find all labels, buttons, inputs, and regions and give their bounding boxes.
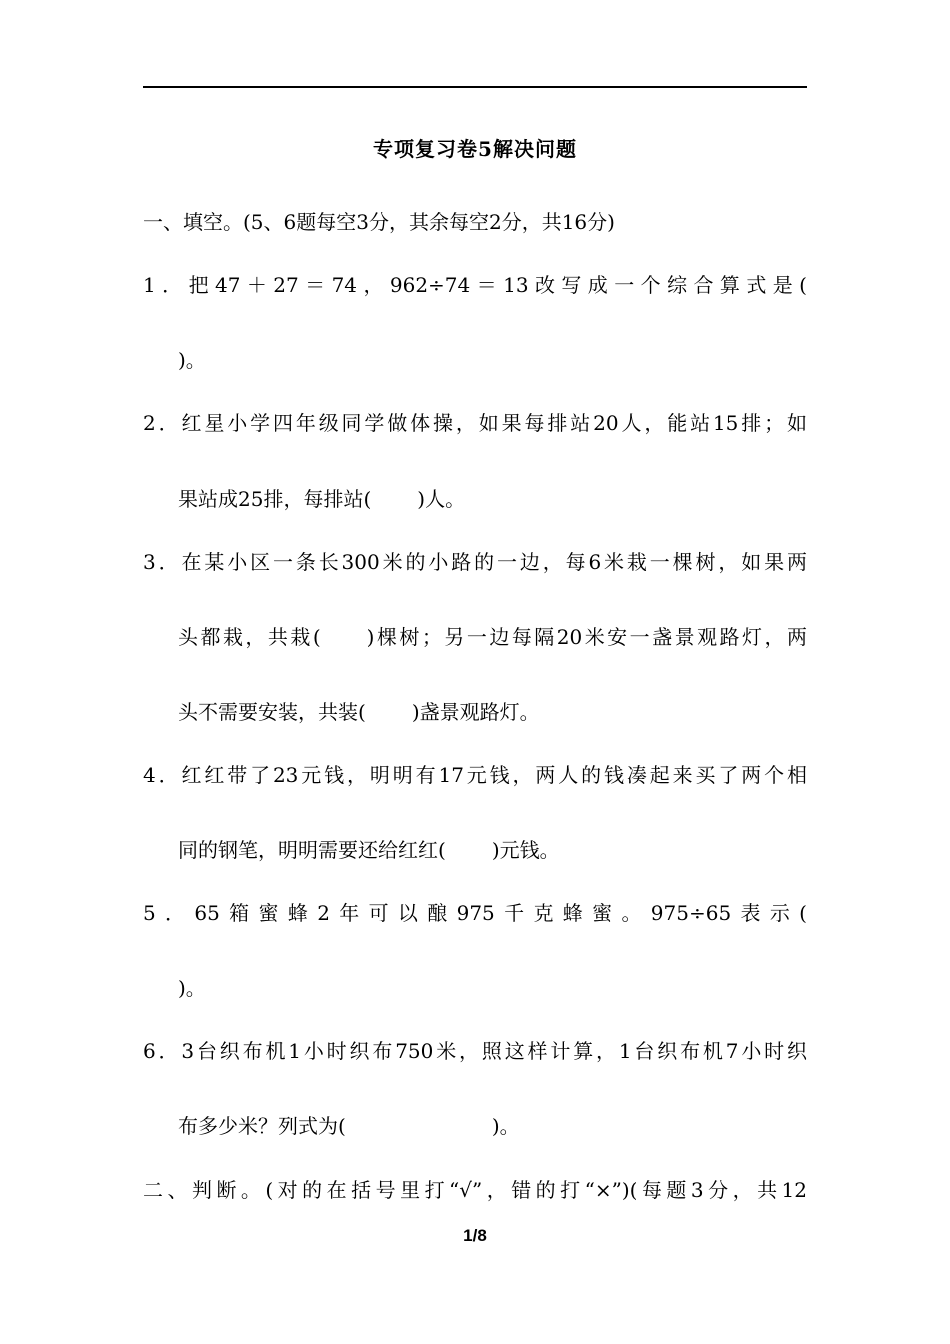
q6-line2 — [178, 1111, 807, 1141]
q3-line2-text-b: )棵树；另一边每隔20米安一盏景观路灯，两 — [366, 625, 807, 649]
q4-line2 — [178, 835, 807, 865]
q2-line2 — [178, 484, 807, 514]
q2-line2-text-b: )人。 — [417, 487, 466, 511]
q6-line1: 6．3台织布机1小时织布750米，照这样计算，1台织布机7小时织 — [143, 1039, 807, 1063]
header-rule — [143, 86, 807, 88]
q3-line3-text-a: 头不需要安装，共装( — [178, 700, 366, 724]
q4-line1: 4．红红带了23元钱，明明有17元钱，两人的钱凑起来买了两个相 — [143, 763, 807, 787]
q3-line3-text-b: )盏景观路灯。 — [411, 700, 540, 724]
q3-line2-text-a: 头都栽，共栽( — [178, 625, 321, 649]
q4-line2-text-b: )元钱。 — [491, 838, 560, 862]
q5-line2: )。 — [178, 976, 206, 1000]
q3-line2 — [178, 622, 807, 652]
q5-line1: 5．65箱蜜蜂2年可以酿975千克蜂蜜。975÷65表示( — [143, 901, 807, 925]
q6-line2-text-a: 布多少米？列式为( — [178, 1114, 346, 1138]
q4-line2-text-a: 同的钢笔，明明需要还给红红( — [178, 838, 446, 862]
q3-line3 — [178, 697, 807, 727]
q6-line2-text-b: )。 — [491, 1114, 520, 1138]
section1-heading: 一、填空。(5、6题每空3分，其余每空2分，共16分) — [143, 210, 615, 234]
page-title: 专项复习卷5解决问题 — [373, 137, 577, 161]
q2-line2-text-a: 果站成25排，每排站( — [178, 487, 372, 511]
page-number: 1/8 — [463, 1226, 487, 1245]
q1-line1: 1．把47＋27＝74，962÷74＝13改写成一个综合算式是( — [143, 273, 807, 297]
q3-line1: 3．在某小区一条长300米的小路的一边，每6米栽一棵树，如果两 — [143, 550, 807, 574]
q2-line1: 2．红星小学四年级同学做体操，如果每排站20人，能站15排；如 — [143, 411, 807, 435]
section2-heading: 二、判断。(对的在括号里打“√”，错的打“×”)(每题3分，共12 — [143, 1178, 807, 1202]
q1-line2: )。 — [178, 348, 206, 372]
